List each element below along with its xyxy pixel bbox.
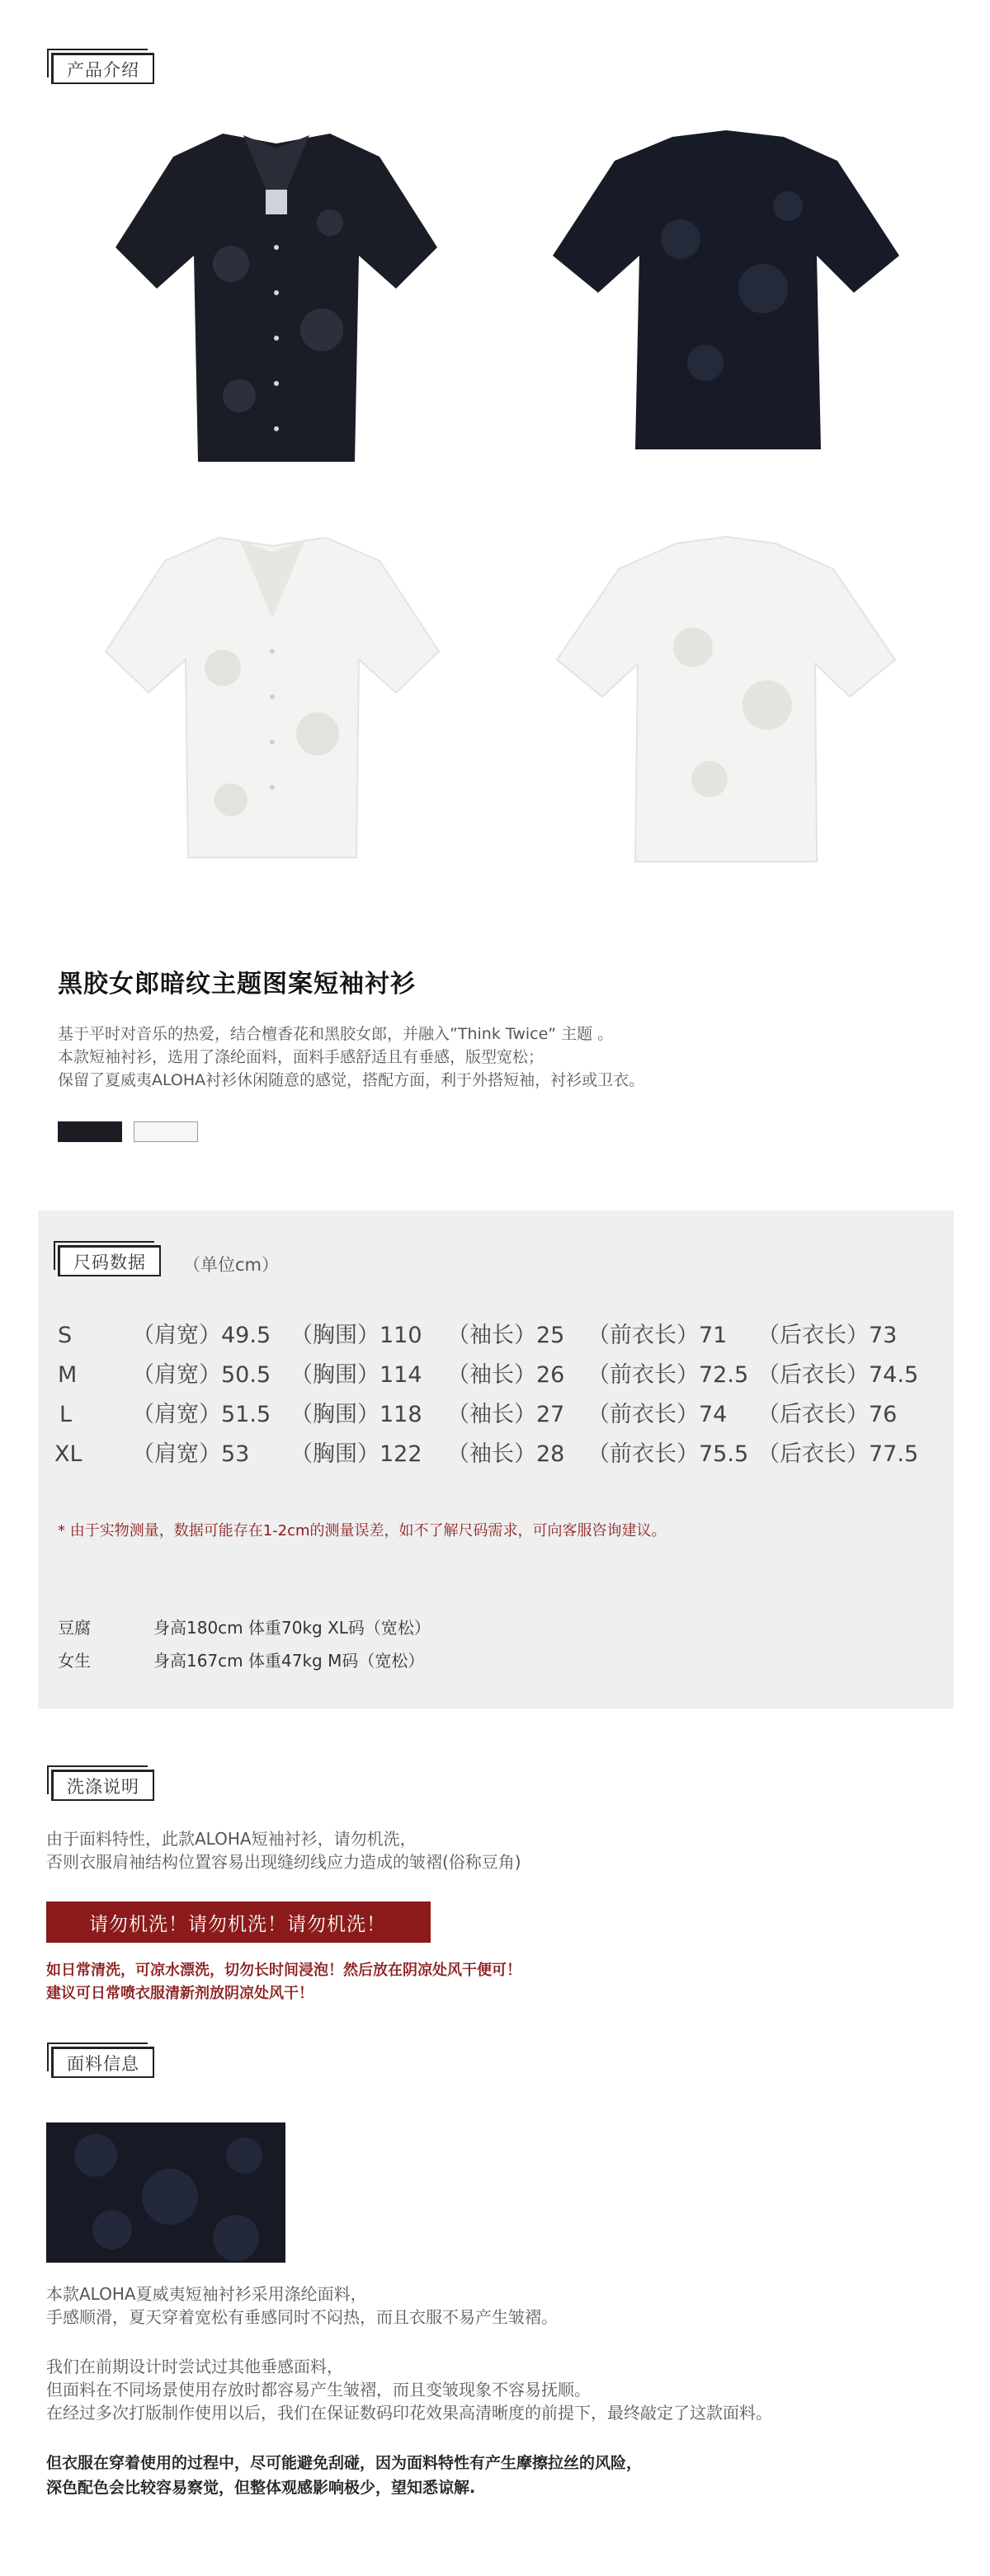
- size-note: * 由于实物测量，数据可能存在1-2cm的测量误差，如不了解尺码需求，可向客服咨询建议。: [58, 1522, 667, 1539]
- fabric-warning-line: 深色配色会比较容易察觉，但整体观感影响极少，望知悉谅解.: [46, 2479, 476, 2497]
- model-name: 女生: [58, 1651, 91, 1671]
- model-info: 身高167cm 体重47kg M码（宽松）: [153, 1651, 425, 1671]
- product-description: [58, 1022, 644, 1092]
- color-swatch-black[interactable]: [58, 1121, 122, 1142]
- size-label: XL: [54, 1441, 82, 1467]
- sleeve-value: （袖长）27: [447, 1402, 565, 1427]
- front-length-value: （前衣长）71: [587, 1323, 728, 1348]
- fabric-text-1: [46, 2282, 558, 2329]
- fabric-text-2: [46, 2355, 772, 2424]
- size-label: S: [58, 1323, 73, 1348]
- description-line: 保留了夏威夷ALOHA衬衫休闲随意的感觉，搭配方面，利于外搭短袖，衬衫或卫衣。: [58, 1071, 645, 1089]
- chest-value: （胸围）122: [290, 1441, 422, 1467]
- model-info: 身高180cm 体重70kg XL码（宽松）: [153, 1618, 431, 1638]
- wash-line: 否则衣服肩袖结构位置容易出现缝纫线应力造成的皱褶(俗称豆角): [46, 1852, 521, 1872]
- wash-text: [46, 1827, 521, 1873]
- color-swatch-white[interactable]: [134, 1121, 198, 1142]
- sleeve-value: （袖长）28: [447, 1441, 565, 1467]
- white-shirt-back-image: [553, 532, 899, 870]
- fabric-warning: [46, 2451, 642, 2500]
- size-label: L: [59, 1402, 73, 1427]
- sleeve-value: （袖长）26: [447, 1362, 565, 1388]
- warning-line: 建议可日常喷衣服清新剂放阴凉处风干！: [46, 1985, 314, 2002]
- shoulder-value: （肩宽）53: [132, 1441, 250, 1467]
- black-shirt-back-image: [549, 124, 903, 462]
- front-length-value: （前衣长）72.5: [587, 1362, 749, 1388]
- fabric-swatch-image: [46, 2122, 285, 2263]
- model-row: [58, 1648, 424, 1671]
- section-title-intro: 产品介绍: [51, 53, 154, 84]
- wash-line: 由于面料特性，此款ALOHA短袖衬衫，请勿机洗，: [46, 1829, 417, 1849]
- front-length-value: （前衣长）75.5: [587, 1441, 749, 1467]
- back-length-value: （后衣长）73: [757, 1323, 898, 1348]
- back-length-value: （后衣长）74.5: [757, 1362, 919, 1388]
- back-length-value: （后衣长）77.5: [757, 1441, 919, 1467]
- fabric-warning-line: 但衣服在穿着使用的过程中，尽可能避免刮碰，因为面料特性有产生摩擦拉丝的风险，: [46, 2454, 643, 2472]
- chest-value: （胸围）110: [290, 1323, 422, 1348]
- shoulder-value: （肩宽）51.5: [132, 1402, 271, 1427]
- description-line: 本款短袖衬衫，选用了涤纶面料，面料手感舒适且有垂感，版型宽松；: [58, 1048, 544, 1066]
- chest-value: （胸围）114: [290, 1362, 422, 1388]
- white-shirt-front-image: [99, 528, 446, 866]
- section-tag-intro: [51, 48, 154, 84]
- sleeve-value: （袖长）25: [447, 1323, 565, 1348]
- shoulder-value: （肩宽）50.5: [132, 1362, 271, 1388]
- fabric-line: 但面料在不同场景使用存放时都容易产生皱褶，而且变皱现象不容易抚顺。: [46, 2380, 591, 2400]
- wash-warning: [46, 1959, 521, 2005]
- section-title-fabric: 面料信息: [51, 2047, 154, 2078]
- description-line: 基于平时对音乐的热爱，结合檀香花和黑胶女郎，并融入”Think Twice” 主题 。: [58, 1025, 614, 1043]
- section-tag-wash: [51, 1765, 154, 1801]
- model-row: [58, 1615, 431, 1638]
- no-machine-wash-banner: 请勿机洗！请勿机洗！请勿机洗！: [46, 1901, 431, 1943]
- size-panel: [38, 1210, 954, 1709]
- section-title-wash: 洗涤说明: [51, 1770, 154, 1801]
- back-length-value: （后衣长）76: [757, 1402, 898, 1427]
- shoulder-value: （肩宽）49.5: [132, 1323, 271, 1348]
- section-tag-size: [58, 1240, 161, 1276]
- section-title-size: 尺码数据: [58, 1245, 161, 1276]
- section-tag-fabric: [51, 2042, 154, 2078]
- size-label: M: [58, 1362, 78, 1388]
- product-title: 黑胶女郎暗纹主题图案短袖衬衫: [58, 970, 416, 999]
- front-length-value: （前衣长）74: [587, 1402, 728, 1427]
- fabric-line: 本款ALOHA夏威夷短袖衬衫采用涤纶面料，: [46, 2284, 367, 2304]
- chest-value: （胸围）118: [290, 1402, 422, 1427]
- black-shirt-front-image: [107, 124, 446, 470]
- model-name: 豆腐: [58, 1618, 91, 1638]
- fabric-line: 在经过多次打版制作使用以后，我们在保证数码印花效果高清晰度的前提下，最终敲定了这款面料。: [46, 2403, 772, 2423]
- warning-line: 如日常清洗，可凉水漂洗，切勿长时间浸泡！然后放在阴凉处风干便可！: [46, 1962, 521, 1979]
- fabric-line: 我们在前期设计时尝试过其他垂感面料，: [46, 2357, 343, 2376]
- fabric-line: 手感顺滑，夏天穿着宽松有垂感同时不闷热，而且衣服不易产生皱褶。: [46, 2307, 558, 2327]
- size-unit-label: （单位cm）: [183, 1255, 280, 1275]
